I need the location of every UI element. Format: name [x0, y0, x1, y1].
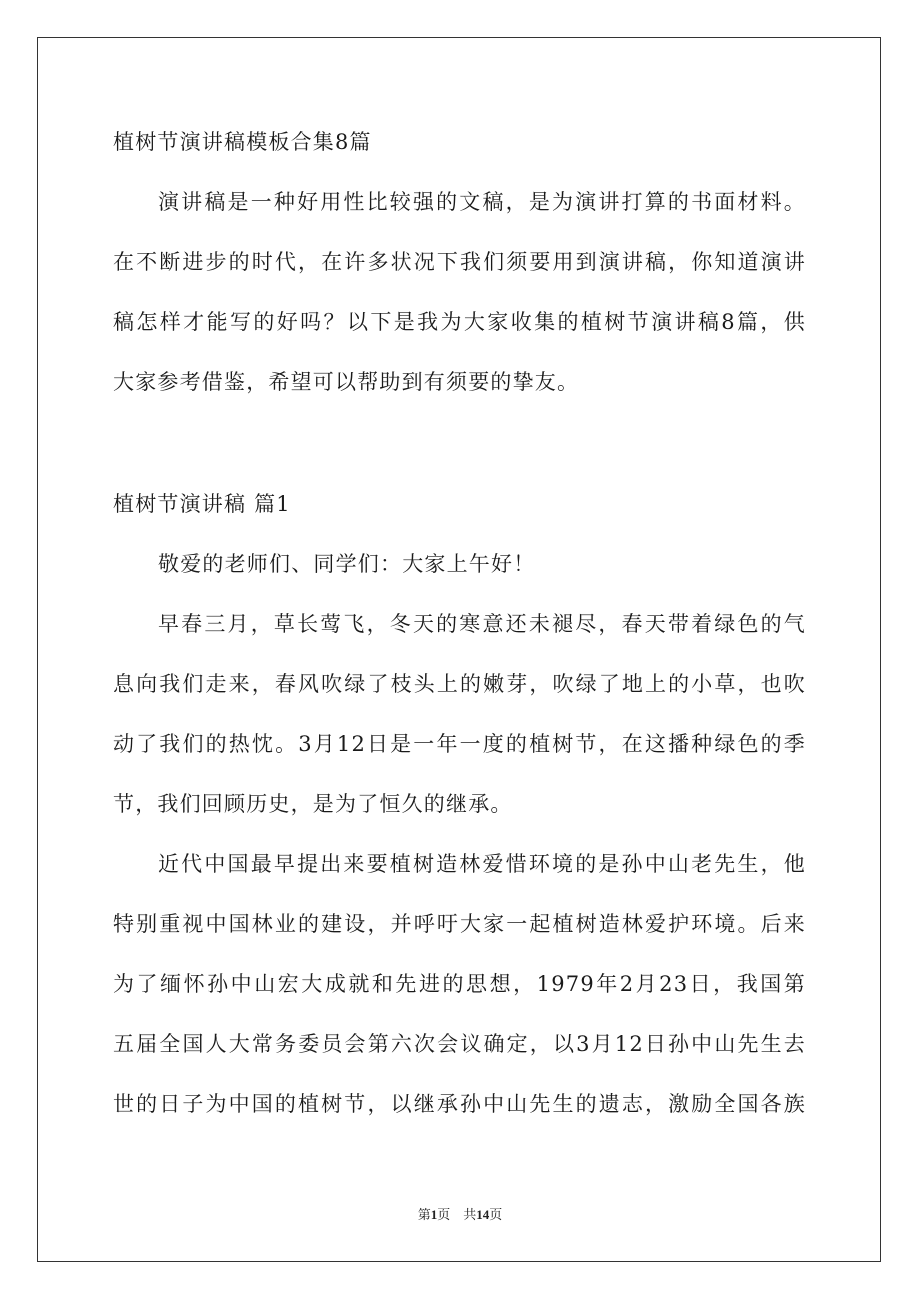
paragraph2-line-3: 为了缅怀孙中山宏大成就和先进的思想，1979年2月23日，我国第: [113, 972, 806, 996]
page-border: [37, 37, 881, 1262]
paragraph2-line-5: 世的日子为中国的植树节，以继承孙中山先生的遗志，激励全国各族: [113, 1092, 806, 1116]
intro-line-3: 稿怎样才能写的好吗？以下是我为大家收集的植树节演讲稿8篇，供: [113, 310, 806, 334]
paragraph1-line-3: 动了我们的热忱。3月12日是一年一度的植树节，在这播种绿色的季: [113, 732, 806, 756]
intro-line-4: 大家参考借鉴，希望可以帮助到有须要的挚友。: [113, 370, 580, 394]
page-prefix: 第: [417, 1207, 431, 1222]
paragraph1-line-4: 节，我们回顾历史，是为了恒久的继承。: [113, 792, 513, 816]
document-title: 植树节演讲稿模板合集8篇: [113, 130, 372, 154]
page-suffix: 页: [437, 1207, 451, 1222]
total-suffix: 页: [489, 1207, 503, 1222]
total-pages-number: 14: [476, 1207, 490, 1222]
total-prefix: 共: [463, 1207, 477, 1222]
page-footer: [0, 1206, 920, 1224]
paragraph1-line-2: 息向我们走来，春风吹绿了枝头上的嫩芽，吹绿了地上的小草，也吹: [113, 672, 806, 696]
intro-line-1: 演讲稿是一种好用性比较强的文稿，是为演讲打算的书面材料。: [158, 190, 806, 214]
paragraph2-line-2: 特别重视中国林业的建设，并呼吁大家一起植树造林爱护环境。后来: [113, 912, 806, 936]
section-heading: 植树节演讲稿 篇1: [113, 492, 291, 516]
paragraph2-line-4: 五届全国人大常务委员会第六次会议确定，以3月12日孙中山先生去: [113, 1032, 806, 1056]
paragraph2-line-1: 近代中国最早提出来要植树造林爱惜环境的是孙中山老先生，他: [158, 852, 806, 876]
paragraph1-line-1: 早春三月，草长莺飞，冬天的寒意还未褪尽，春天带着绿色的气: [158, 612, 806, 636]
greeting: 敬爱的老师们、同学们：大家上午好！: [158, 552, 536, 576]
current-page-number: 1: [430, 1207, 438, 1222]
intro-line-2: 在不断进步的时代，在许多状况下我们须要用到演讲稿，你知道演讲: [113, 250, 806, 274]
